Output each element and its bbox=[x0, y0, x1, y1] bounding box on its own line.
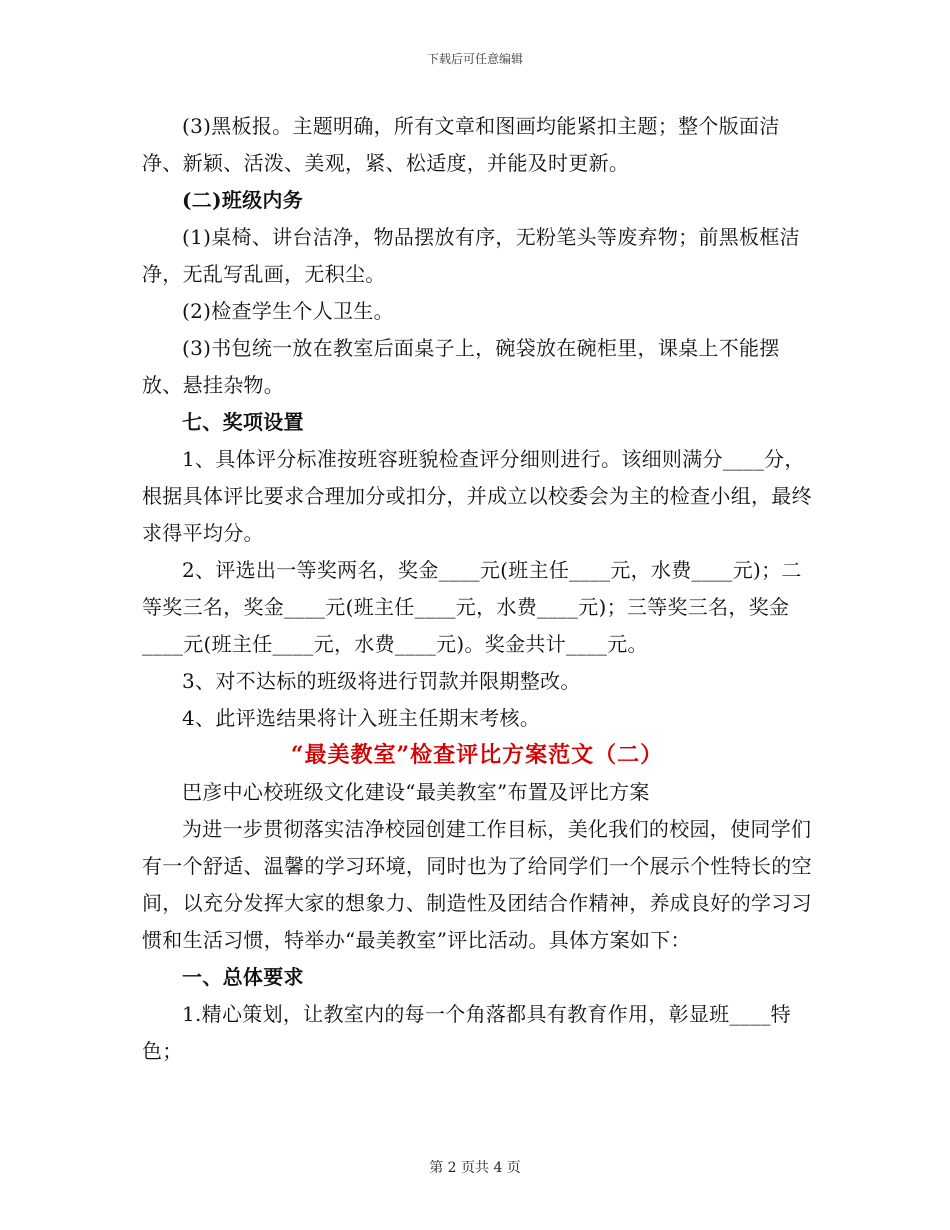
paragraph-desks: (1)桌椅、讲台洁净，物品摆放有序，无粉笔头等废弃物；前黑板框洁净，无乱写乱画，无积尘。 bbox=[142, 225, 800, 286]
page-footer: 第 2 页共 4 页 bbox=[429, 1160, 521, 1176]
paragraph-prizes: 2、评选出一等奖两名，奖金____元(班主任____元，水费____元)；二等奖三名，奖金____元(班主任____元，水费____元)；三等奖三名，奖金____元(班主任____元，水费____元)。奖金共计____元。 bbox=[142, 558, 802, 656]
heading-class-affairs: (二)班级内务 bbox=[182, 188, 304, 212]
paragraph-assessment: 4、此评选结果将计入班主任期末考核。 bbox=[182, 706, 541, 730]
paragraph-blackboard: (3)黑板报。主题明确，所有文章和图画均能紧扣主题；整个版面洁净、新颖、活泼、美观，紧、松适度，并能及时更新。 bbox=[142, 114, 780, 175]
paragraph-bags: (3)书包统一放在教室后面桌子上，碗袋放在碗柜里，课桌上不能摆放、悬挂杂物。 bbox=[142, 336, 780, 397]
heading-general-requirements: 一、总体要求 bbox=[182, 965, 304, 989]
paragraph-scoring: 1、具体评分标准按班容班貌检查评分细则进行。该细则满分____分，根据具体评比要求合理加分或扣分，并成立以校委会为主的检查小组，最终求得平均分。 bbox=[142, 447, 812, 545]
document-subtitle: 巴彦中心校班级文化建设“最美教室”布置及评比方案 bbox=[182, 780, 650, 804]
heading-awards: 七、奖项设置 bbox=[182, 410, 304, 434]
document-body bbox=[142, 108, 812, 1070]
paragraph-planning: 1.精心策划，让教室内的每一个角落都具有教育作用，彰显班____特色； bbox=[142, 1002, 791, 1063]
page-header: 下载后可任意编辑 bbox=[426, 52, 523, 66]
paragraph-hygiene: (2)检查学生个人卫生。 bbox=[182, 299, 394, 323]
paragraph-intro: 为进一步贯彻落实洁净校园创建工作目标，美化我们的校园，使同学们有一个舒适、温馨的学习环境，同时也为了给同学们一个展示个性特长的空间，以充分发挥大家的想象力、制造性及团结合作精神，养成良好的学习习惯和生活习惯，特举办“最美教室”评比活动。具体方案如下： bbox=[142, 817, 812, 952]
section-title: “最美教室”检查评比方案范文（二） bbox=[290, 742, 664, 768]
paragraph-penalty: 3、对不达标的班级将进行罚款并限期整改。 bbox=[182, 669, 581, 693]
